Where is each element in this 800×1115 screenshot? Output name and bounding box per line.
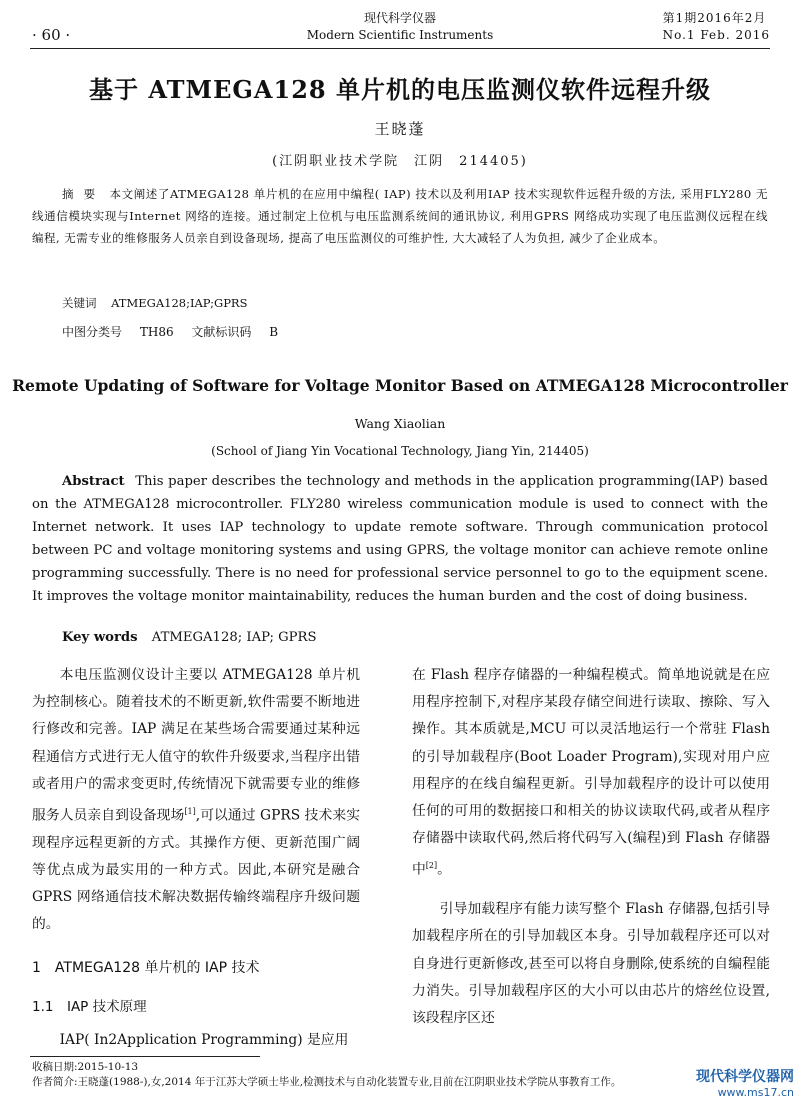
body-paragraph: 引导加载程序有能力读写整个 Flash 存储器,包括引导加载程序所在的引导加载区本身。引导加载程序还可以对自身进行更新修改,甚至可以将自身删除,使系统的自编程能力消失。引导加载程序区的大小可以由芯片的熔丝位设置,该段程序区还 [412, 901, 770, 1027]
footnote [32, 1060, 772, 1090]
abstract-en [32, 470, 768, 608]
author-bio: 作者简介:王晓蓬(1988-),女,2014 年于江苏大学硕士毕业,检测技术与自动化装置专业,目前在江阴职业技术学院从事教育工作。 [32, 1076, 622, 1088]
body-paragraph: IAP( In2Application Programming) 是应用 [59, 1032, 349, 1049]
keywords-en-label: Key words [62, 630, 138, 645]
issue-info [663, 10, 770, 44]
header-rule [30, 48, 770, 49]
keywords-en-text: ATMEGA128; IAP; GPRS [151, 630, 317, 645]
classification-cn [62, 323, 292, 340]
keywords-cn-text: ATMEGA128;IAP;GPRS [111, 296, 248, 310]
received-date: 收稿日期:2015-10-13 [32, 1061, 139, 1073]
author-en: Wang Xiaolian [354, 416, 446, 431]
affiliation-en: (School of Jiang Yin Vocational Technology, Jiang Yin, 214405) [211, 444, 589, 458]
abstract-en-label: Abstract [62, 474, 125, 489]
page-number: · 60 · [32, 26, 71, 44]
paragraph-text: 本电压监测仪设计主要以 ATMEGA128 单片机为控制核心。随着技术的不断更新,软件需要不断地进行修改和完善。IAP 满足在某些场合需要通过某种远程通信方式进行无人值守的软件升级要求,当程序出错或者用户的需求变更时,传统情况下就需要专业的维修服务人员亲自到设备现场 [32, 667, 360, 824]
journal-name-en: Modern Scientific Instruments [306, 28, 494, 42]
watermark-url: www.ms17.cn [717, 1086, 794, 1099]
abstract-cn-text: 本文阐述了ATMEGA128 单片机的在应用中编程( IAP) 技术以及利用IAP 技术实现软件远程升级的方法, 采用FLY280 无线通信模块实现与Internet 网络的连接。通过制定上位机与电压监测系统间的通讯协议, 利用GPRS 网络成功实现了电压监测仪远程在线编程, 无需专业的维修服务人员亲自到设备现场, 提高了电压监测仪的可维护性, 大大减轻了人为负担, 减少了企业成本。 [32, 187, 769, 245]
classification-value: TH86 [139, 325, 174, 339]
watermark [696, 1066, 794, 1099]
section-heading: 1 ATMEGA128 单片机的 IAP 技术 [32, 959, 260, 976]
author-cn: 王晓蓬 [374, 120, 426, 138]
body-paragraph [412, 662, 770, 884]
journal-name [30, 10, 770, 44]
body-paragraph [32, 662, 360, 939]
paragraph-text: 。 [437, 862, 451, 879]
paragraph-text: ,可以通过 GPRS 技术来实现程序远程更新的方式。其操作方便、更新范围广阔等优点成为最实用的一种方式。因此,本研究是融合 GPRS 网络通信技术解决数据传输终端程序升级问题的。 [32, 807, 360, 933]
title-en: Remote Updating of Software for Voltage Monitor Based on ATMEGA128 Microcontroller [12, 376, 788, 395]
body-column-left [32, 662, 360, 1054]
abstract-cn [32, 183, 768, 249]
citation: [2] [425, 861, 438, 871]
doc-code-label: 文献标识码 [191, 325, 252, 339]
citation: [1] [184, 807, 196, 817]
subsection-heading: 1.1 IAP 技术原理 [32, 998, 147, 1015]
journal-name-cn: 现代科学仪器 [363, 11, 436, 25]
abstract-cn-label: 摘要 [62, 187, 106, 201]
footnote-rule [30, 1056, 260, 1057]
issue-en: No.1 Feb. 2016 [662, 28, 770, 42]
watermark-name: 现代科学仪器网 [696, 1069, 794, 1085]
keywords-cn [62, 295, 247, 311]
running-header [30, 8, 770, 48]
keywords-cn-label: 关键词 [62, 296, 97, 310]
doc-code-value: B [269, 325, 279, 339]
paragraph-text: 在 Flash 程序存储器的一种编程模式。简单地说就是在应用程序控制下,对程序某段存储空间进行读取、擦除、写入操作。其本质就是,MCU 可以灵活地运行一个常驻 Flash 的引导加载程序(Boot Loader Program),实现对用户应用程序的在线自编程更新。引导加载程序的设计可以使用任何的可用的数据接口和相关的协议读取代码,或者从程序存储器中读取代码,然后将代码写入(编程)到 Flash 存储器中 [412, 667, 770, 879]
issue-cn: 第1期2016年2月 [662, 11, 767, 25]
affiliation-cn: (江阴职业技术学院 江阴 214405) [272, 154, 528, 169]
keywords-en [62, 630, 317, 645]
title-cn: 基于 ATMEGA128 单片机的电压监测仪软件远程升级 [89, 75, 711, 104]
abstract-en-text: This paper describes the technology and methods in the application programming(IAP) based on the ATMEGA128 microcontroller. FLY280 wireless communication module is used to connect with the Internet network. It uses IAP technology to update remote software. Through communication protocol between PC and voltage monitoring systems and using GPRS, the voltage monitor can achieve remote online programming successfully. There is no need for professional service personnel to go to the equipment scene. It improves the voltage monitor maintainability, reduces the human burden and the cost of doing business. [32, 474, 768, 604]
body-column-right [412, 662, 770, 1032]
classification-label: 中图分类号 [62, 325, 123, 339]
